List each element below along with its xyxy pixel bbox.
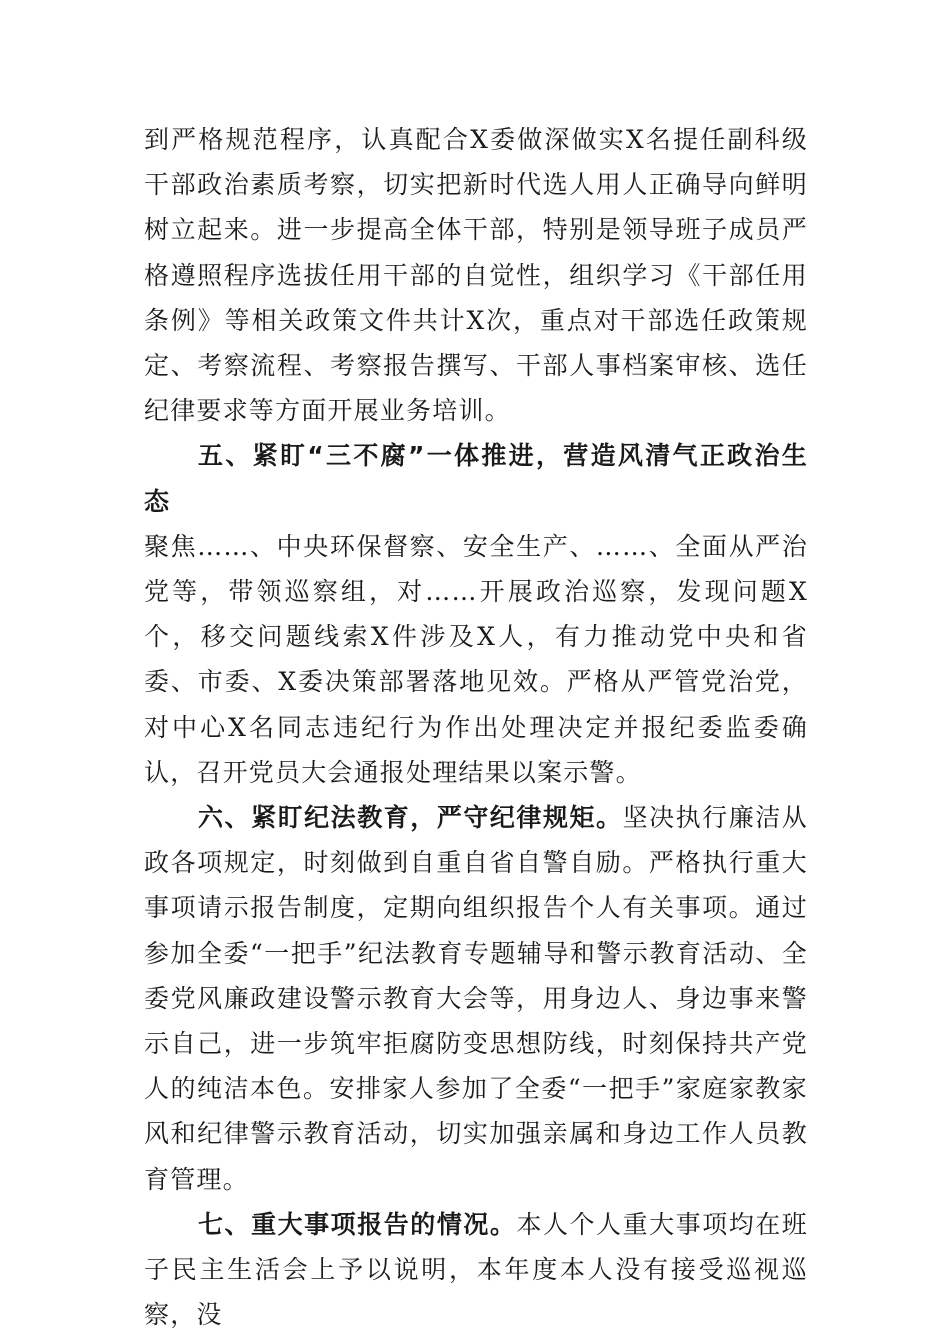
section-7-body: 本人个人重大事项均在班子民主生活会上予以说明，本年度本人没有接受巡视巡察，没	[144, 1209, 808, 1330]
section-6-paragraph	[144, 795, 808, 1202]
section-6-body: 坚决执行廉洁从政各项规定，时刻做到自重自省自警自励。严格执行重大事项请示报告制度，定期向组织报告个人有关事项。通过参加全委“一把手”纪法教育专题辅导和警示教育活动、全委党风廉政建设警示教育大会等，用身边人、身边事来警示自己，进一步筑牢拒腐防变思想防线，时刻保持共产党人的纯洁本色。安排家人参加了全委“一把手”家庭家教家风和纪律警示教育活动，切实加强亲属和身边工作人员教育管理。	[144, 803, 808, 1194]
section-7-paragraph	[144, 1202, 808, 1338]
document-body	[144, 117, 808, 1337]
section-5-heading: 五、紧盯“三不腐”一体推进，营造风清气正政治生态	[144, 441, 808, 516]
section-6-heading: 六、紧盯纪法教育，严守纪律规矩。	[198, 803, 623, 833]
section-5-body: 聚焦……、中央环保督察、安全生产、……、全面从严治党等，带领巡察组，对……开展政治巡察，发现问题X个，移交问题线索X件涉及X人，有力推动党中央和省委、市委、X委决策部署落地见效。严格从严管党治党，对中心X名同志违纪行为作出处理决定并报纪委监委确认，召开党员大会通报处理结果以案示警。	[144, 531, 808, 787]
paragraph-continuation: 到严格规范程序，认真配合X委做深做实X名提任副科级干部政治素质考察，切实把新时代选人用人正确导向鲜明树立起来。进一步提高全体干部，特别是领导班子成员严格遵照程序选拔任用干部的自觉性，组织学习《干部任用条例》等相关政策文件共计X次，重点对干部选任政策规定、考察流程、考察报告撰写、干部人事档案审核、选任纪律要求等方面开展业务培训。	[144, 125, 808, 426]
section-7-heading: 七、重大事项报告的情况。	[198, 1209, 517, 1239]
